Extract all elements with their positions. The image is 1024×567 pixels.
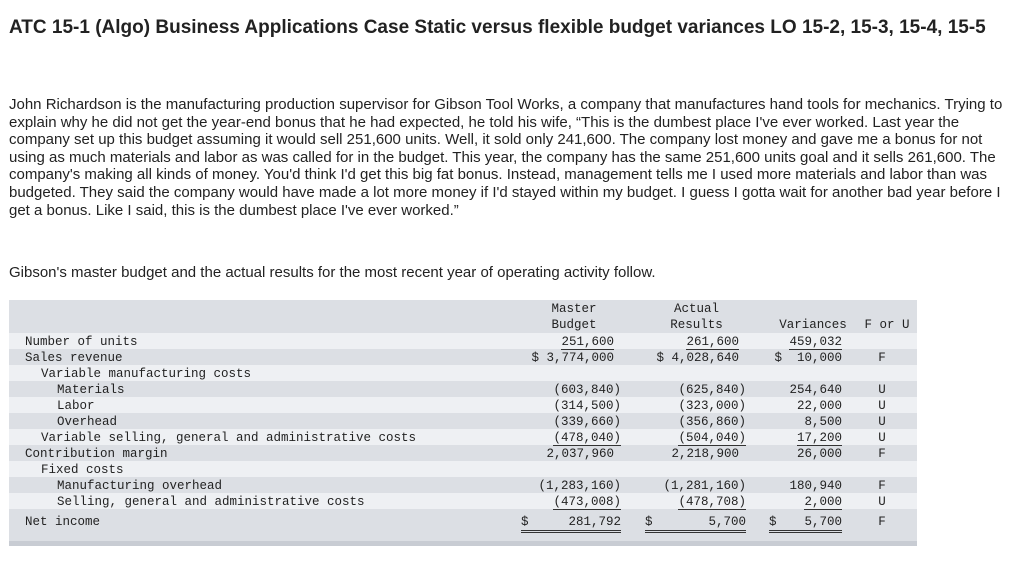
variance-sales-revenue: $ 10,000 xyxy=(774,351,842,365)
master-contribution-margin: 2,037,960 xyxy=(546,447,614,461)
row-label-manufacturing-overhead: Manufacturing overhead xyxy=(57,479,223,493)
actual-overhead: (356,860) xyxy=(678,415,746,429)
master-sales-revenue: $ 3,774,000 xyxy=(531,351,614,365)
master-labor: (314,500) xyxy=(553,399,621,413)
budget-table xyxy=(9,300,917,546)
actual-number-of-units: 261,600 xyxy=(686,335,739,349)
variance-overhead: 8,500 xyxy=(804,415,842,429)
row-label-labor: Labor xyxy=(57,399,95,413)
header-actual-line1: Actual xyxy=(673,302,719,316)
actual-materials: (625,840) xyxy=(678,383,746,397)
case-title: ATC 15-1 (Algo) Business Applications Case Static versus flexible budget variances LO 15-2, 15-3, 15-4, 15-5 xyxy=(9,17,986,38)
table-bottom-rule xyxy=(9,541,917,546)
master-fixed-sga: (473,008) xyxy=(553,495,621,509)
fu-labor: U xyxy=(878,399,886,413)
row-label-variable-sga: Variable selling, general and administrative costs xyxy=(41,431,417,445)
row-label-sales-revenue: Sales revenue xyxy=(25,351,123,365)
fu-fixed-sga: U xyxy=(878,495,886,509)
fu-net-income: F xyxy=(878,515,886,529)
fu-contribution-margin: F xyxy=(878,447,886,461)
actual-fixed-sga: (478,708) xyxy=(678,495,746,509)
variance-variable-sga: 17,200 xyxy=(796,431,842,445)
header-master-line1: Master xyxy=(551,302,597,316)
master-overhead: (339,660) xyxy=(553,415,621,429)
row-label-contribution-margin: Contribution margin xyxy=(25,447,168,461)
fu-overhead: U xyxy=(878,415,886,429)
variance-fixed-sga: 2,000 xyxy=(804,495,842,509)
variance-materials: 254,640 xyxy=(789,383,842,397)
master-net-income: $ 281,792 xyxy=(521,514,621,533)
actual-variable-sga: (504,040) xyxy=(678,431,746,445)
variance-contribution-margin: 26,000 xyxy=(796,447,842,461)
variance-number-of-units: 459,032 xyxy=(789,335,842,349)
row-label-variable-manufacturing-costs: Variable manufacturing costs xyxy=(41,367,252,381)
actual-labor: (323,000) xyxy=(678,399,746,413)
fu-sales-revenue: F xyxy=(878,351,886,365)
header-actual-line2: Results xyxy=(670,318,723,332)
master-manufacturing-overhead: (1,283,160) xyxy=(538,479,621,493)
variance-labor: 22,000 xyxy=(796,399,842,413)
variance-manufacturing-overhead: 180,940 xyxy=(789,479,842,493)
row-label-net-income: Net income xyxy=(25,515,101,529)
case-paragraph: John Richardson is the manufacturing production supervisor for Gibson Tool Works, a company that manufactures hand tools for mechanics. Trying to explain why he did not get the year-end bonus that he had expected, he told his wife, “This is the dumbest place I've ever worked. Last year the company set up this budget assuming it would sell 251,600 units. Well, it sold only 241,600. The company lost money and gave me a bonus for not using as much materials and labor as was called for in the budget. This year, the company has the same 251,600 units goal and it sells 261,600. The company's making all kinds of money. You'd think I'd get this big fat bonus. Instead, management tells me I used more materials and labor than was budgeted. They said the company would have made a lot more money if I'd stayed within my budget. I guess I gotta wait for another bad year before I get a bonus. Like I said, this is the dumbest place I've ever worked.” xyxy=(9,96,1003,219)
header-master-line2: Budget xyxy=(551,318,597,332)
header-variances: Variances xyxy=(779,318,847,332)
variance-net-income: $ 5,700 xyxy=(769,514,842,533)
row-label-overhead: Overhead xyxy=(57,415,118,429)
actual-sales-revenue: $ 4,028,640 xyxy=(656,351,739,365)
master-number-of-units: 251,600 xyxy=(561,335,614,349)
table-intro: Gibson's master budget and the actual results for the most recent year of operating activity follow. xyxy=(9,264,656,281)
fu-manufacturing-overhead: F xyxy=(878,479,886,493)
actual-manufacturing-overhead: (1,281,160) xyxy=(663,479,746,493)
master-materials: (603,840) xyxy=(553,383,621,397)
actual-net-income: $ 5,700 xyxy=(645,514,746,533)
actual-contribution-margin: 2,218,900 xyxy=(671,447,739,461)
fu-variable-sga: U xyxy=(878,431,886,445)
fu-materials: U xyxy=(878,383,886,397)
row-label-number-of-units: Number of units xyxy=(25,335,138,349)
header-f-or-u: F or U xyxy=(864,318,910,332)
master-variable-sga: (478,040) xyxy=(553,431,621,445)
row-label-fixed-sga: Selling, general and administrative costs xyxy=(57,495,365,509)
row-label-fixed-costs: Fixed costs xyxy=(41,463,124,477)
row-label-materials: Materials xyxy=(57,383,125,397)
